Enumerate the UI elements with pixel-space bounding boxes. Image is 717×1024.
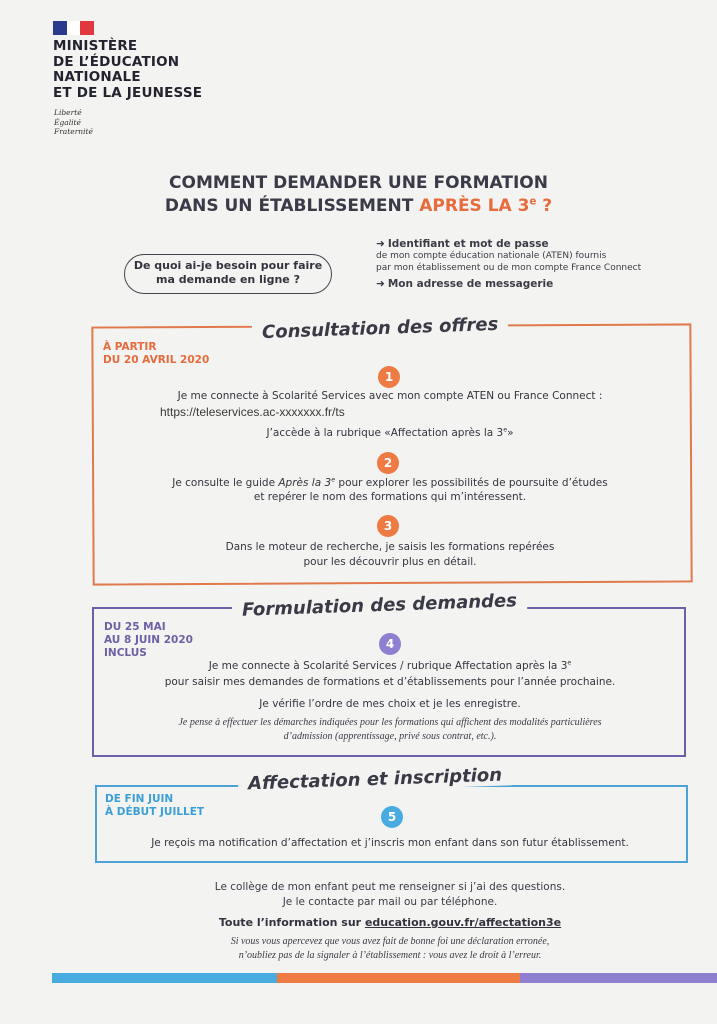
step-number-3: 3 — [377, 515, 399, 537]
title-accent: APRÈS LA 3e ? — [419, 196, 553, 216]
step-number-5: 5 — [381, 806, 403, 828]
ministry-name — [53, 39, 202, 101]
section-consultation-title: Consultation des offres — [252, 314, 509, 344]
footer-note-2: n’oubliez pas de la signaler à l’établissement : vous avez le droit à l’erreur. — [238, 950, 542, 961]
step-3-text: Dans le moteur de recherche, je saisis les formations repérées — [225, 541, 555, 553]
arrow-icon: ➜ — [376, 238, 385, 250]
motto-line: Fraternité — [54, 127, 93, 136]
step-number-1: 1 — [378, 366, 400, 388]
stripe-orange — [277, 973, 520, 983]
footer-info: Toute l’information sur education.gouv.fr/affectation3e — [218, 916, 562, 929]
ministry-line: ET DE LA JEUNESSE — [53, 84, 203, 101]
needs-list — [376, 238, 706, 291]
need-item-email: ➜ Mon adresse de messagerie — [376, 278, 554, 290]
needs-question-pill: De quoi ai-je besoin pour faire ma demande en ligne ? — [124, 254, 332, 294]
motto-line: Liberté — [54, 108, 82, 117]
need-detail: de mon compte éducation nationale (ATEN) fournis — [376, 251, 607, 261]
step-4-note: Je pense à effectuer les démarches indiquées pour les formations qui affichent des modalités particulières — [178, 717, 602, 728]
step-2-text: Je consulte le guide Après la 3e pour explorer les possibilités de poursuite d’études — [172, 476, 608, 489]
affectation-link[interactable]: education.gouv.fr/affectation3e — [364, 916, 562, 929]
ministry-line: DE L’ÉDUCATION — [53, 53, 180, 70]
section-formulation-period: DU 25 MAI AU 8 JUIN 2020 INCLUS — [104, 621, 193, 659]
footer-contact-line-2: Je le contacte par mail ou par téléphone. — [282, 896, 498, 908]
step-number-4: 4 — [379, 633, 401, 655]
arrow-icon: ➜ — [376, 278, 385, 290]
footer-note: Si vous vous apercevez que vous avez fait de bonne foi une déclaration erronée, — [230, 936, 550, 947]
republic-motto — [54, 108, 93, 137]
title-line-1: COMMENT DEMANDER UNE FORMATION — [169, 173, 548, 193]
need-item-credentials: ➜ Identifiant et mot de passe — [376, 238, 549, 250]
step-2-text-2: et repérer le nom des formations qui m’intéressent. — [253, 491, 527, 503]
step-3-text-2: pour les découvrir plus en détail. — [303, 556, 477, 568]
section-consultation-period: À PARTIR DU 20 AVRIL 2020 — [103, 341, 210, 366]
title-line-2 — [0, 195, 717, 218]
motto-line: Égalité — [54, 117, 81, 127]
footer-contact-line: Le collège de mon enfant peut me renseigner si j’ai des questions. — [214, 881, 566, 893]
step-1-rubrique: J’accède à la rubrique «Affectation après la 3e» — [266, 426, 514, 439]
need-detail: par mon établissement ou de mon compte France Connect — [376, 262, 642, 273]
section-formulation-title: Formulation des demandes — [232, 590, 528, 621]
step-4-note-2: d’admission (apprentissage, privé sous contrat, etc.). — [283, 731, 497, 742]
section-affectation-period: DE FIN JUIN À DÉBUT JUILLET — [105, 793, 205, 818]
step-1-text: Je me connecte à Scolarité Services avec mon compte ATEN ou France Connect : — [177, 390, 603, 402]
stripe-blue — [52, 973, 277, 983]
step-4-text-2: pour saisir mes demandes de formations et d’établissements pour l’année prochaine. — [164, 676, 616, 688]
stripe-purple — [520, 973, 717, 983]
teleservices-link[interactable]: https://teleservices.ac-xxxxxxx.fr/ts — [160, 405, 345, 419]
ministry-line: NATIONALE — [53, 69, 141, 85]
step-4-text: Je me connecte à Scolarité Services / rubrique Affectation après la 3e — [208, 659, 572, 672]
ministry-line: MINISTÈRE — [53, 38, 138, 54]
step-4-text-3: Je vérifie l’ordre de mes choix et je les enregistre. — [259, 698, 521, 710]
step-number-2: 2 — [377, 452, 399, 474]
title-main: DANS UN ÉTABLISSEMENT — [164, 196, 414, 216]
section-affectation-title: Affectation et inscription — [238, 764, 513, 795]
step-5-text: Je reçois ma notification d’affectation et j’inscris mon enfant dans son futur établissement. — [151, 837, 629, 849]
republic-flag-logo — [53, 21, 94, 35]
page-title — [0, 172, 717, 218]
